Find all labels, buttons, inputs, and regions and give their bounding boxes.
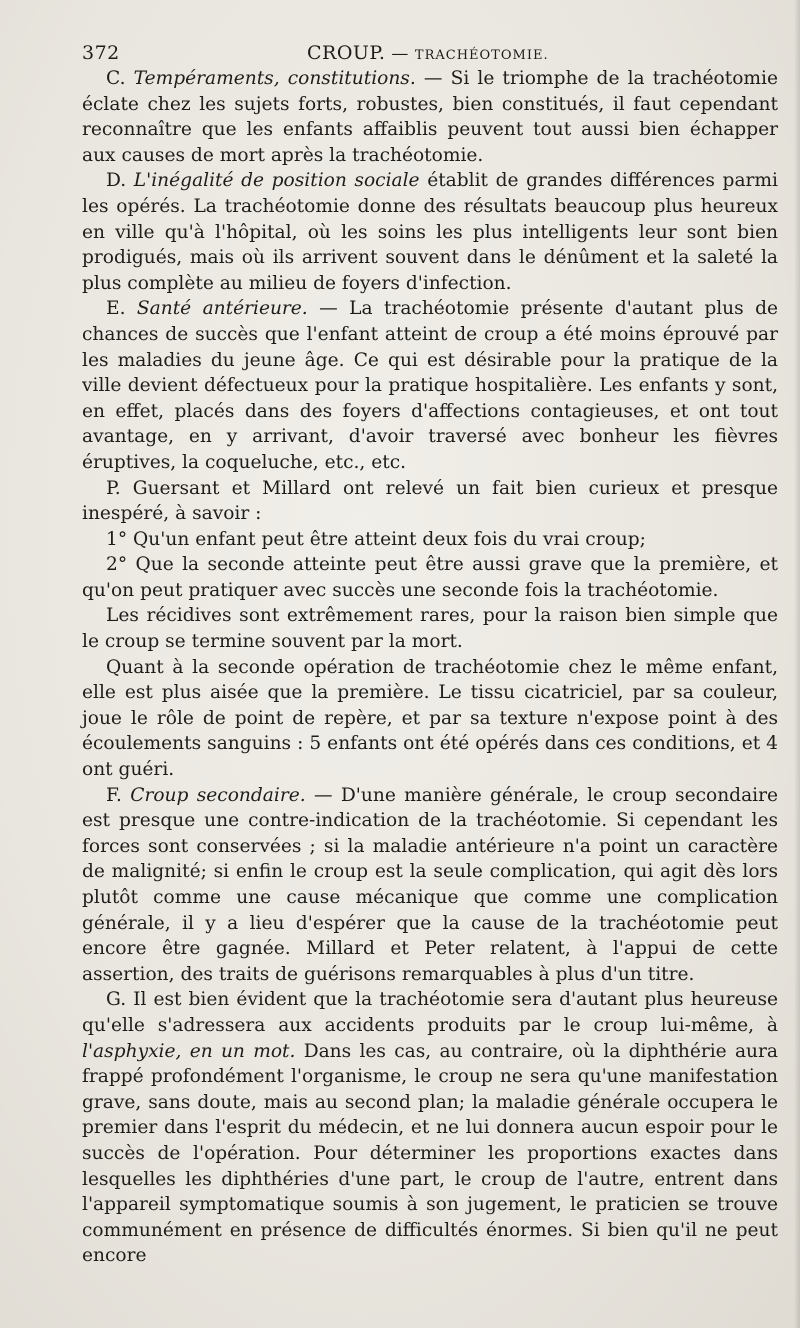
running-head-separator: —: [391, 44, 409, 64]
paragraph-g-body-start: Il est bien évident que la trachéotomie sera d'autant plus heureuse qu'elle s'adressera aux accidents produits par le croup lui-même, à: [82, 989, 778, 1036]
section-letter-e: E.: [106, 298, 126, 320]
paragraph-f-body: — D'une manière générale, le croup secondaire est presque une contre-indication de la trachéotomie. Si cependant les forces sont conservées ; si la maladie antérieure n'a point un caractère de malignité; si enfin le croup est la seule complication, qui agit dès lors plutôt comme une cause mécanique que comme une complication générale, il y a lieu d'espérer que la cause de la trachéotomie peut encore être gagnée. Millard et Peter relatent, à l'appui de cette assertion, des traits de guérisons remarquables à plus d'un titre.: [82, 784, 778, 985]
paragraph-c-temperaments: [82, 66, 778, 168]
page-edge-shadow: [794, 0, 800, 1328]
running-head-title: CROUP.: [307, 42, 386, 64]
page-number: 372: [82, 42, 120, 64]
paragraph-g-body-end: Dans les cas, au contraire, où la diphthérie aura frappé profondément l'organisme, le croup ne sera qu'une manifestation grave, sans doute, mais au second plan; la maladie générale occupera le premier dans l'esprit du médecin, et ne lui donnera aucun espoir pour le succès de l'opération. Pour déterminer les proportions exactes dans lesquelles les diphthéries d'une part, le croup de l'autre, entrent dans l'appareil symptomatique soumis à son jugement, le praticien se trouve communément en présence de difficultés énormes. Si bien qu'il ne peut encore: [82, 1040, 778, 1267]
running-head-subtitle: TRACHÉOTOMIE.: [414, 48, 549, 63]
paragraph-g-asphyxie: [82, 987, 778, 1269]
paragraph-recidives: Les récidives sont extrêmement rares, pour la raison bien simple que le croup se termine souvent par la mort.: [82, 605, 778, 653]
section-heading-f: Croup secondaire.: [130, 784, 306, 806]
body-text: [82, 66, 778, 1269]
paragraph-seconde-operation: Quant à la seconde opération de trachéotomie chez le même enfant, elle est plus aisée que la première. Le tissu cicatriciel, par sa couleur, joue le rôle de point de repère, et par sa texture n'expose point à des écoulements sanguins : 5 enfants ont été opérés dans ces conditions, et 4 ont guéri.: [82, 656, 778, 781]
paragraph-d-body: établit de grandes différences parmi les opérés. La trachéotomie donne des résultats beaucoup plus heureux en ville qu'à l'hôpital, où les soins les plus intelligents leur sont bien prodigués, mais où ils arrivent souvent dans le dénûment et la saleté la plus complète au milieu de foyers d'infection.: [82, 170, 779, 294]
section-heading-c: Tempéraments, constitutions.: [133, 68, 416, 89]
page-header: [82, 32, 778, 66]
paragraph-g-italic: l'asphyxie, en un mot.: [82, 1040, 296, 1062]
section-letter-d: D.: [106, 170, 127, 192]
section-letter-f: F.: [106, 784, 122, 806]
paragraph-d-position-sociale: [82, 168, 778, 296]
list-item-1: 1° Qu'un enfant peut être atteint deux fois du vrai croup;: [106, 528, 646, 550]
paragraph-c-body: — Si le triomphe de la trachéotomie éclate chez les sujets forts, robustes, bien constitués, il faut cependant reconnaître que les enfants affaiblis peuvent tout aussi bien échapper aux causes de mort après la trachéotomie.: [82, 68, 778, 166]
section-heading-e: Santé antérieure.: [136, 298, 308, 320]
paragraph-f-croup-secondaire: [82, 783, 778, 988]
paragraph-guersant-millard: P. Guersant et Millard ont relevé un fait bien curieux et presque inespéré, à savoir :: [82, 477, 778, 525]
running-head: [307, 42, 549, 64]
paragraph-e-sante-anterieure: [82, 296, 778, 475]
section-heading-d: L'inégalité de position sociale: [133, 170, 420, 192]
paragraph-e-body: — La trachéotomie présente d'autant plus de chances de succès que l'enfant atteint de croup a été moins éprouvé par les maladies du jeune âge. Ce qui est désirable pour la pratique de la ville devient défectueux pour la pratique hospitalière. Les enfants y sont, en effet, placés dans des foyers d'affections contagieuses, et ont tout avantage, en y arrivant, d'avoir traversé avec bonheur les fièvres éruptives, la coqueluche, etc., etc.: [82, 298, 778, 473]
section-letter-c: C.: [106, 68, 126, 89]
section-letter-g: G.: [106, 989, 127, 1011]
list-item-2: 2° Que la seconde atteinte peut être aussi grave que la première, et qu'on peut pratiquer avec succès une seconde fois la trachéotomie.: [82, 554, 778, 601]
